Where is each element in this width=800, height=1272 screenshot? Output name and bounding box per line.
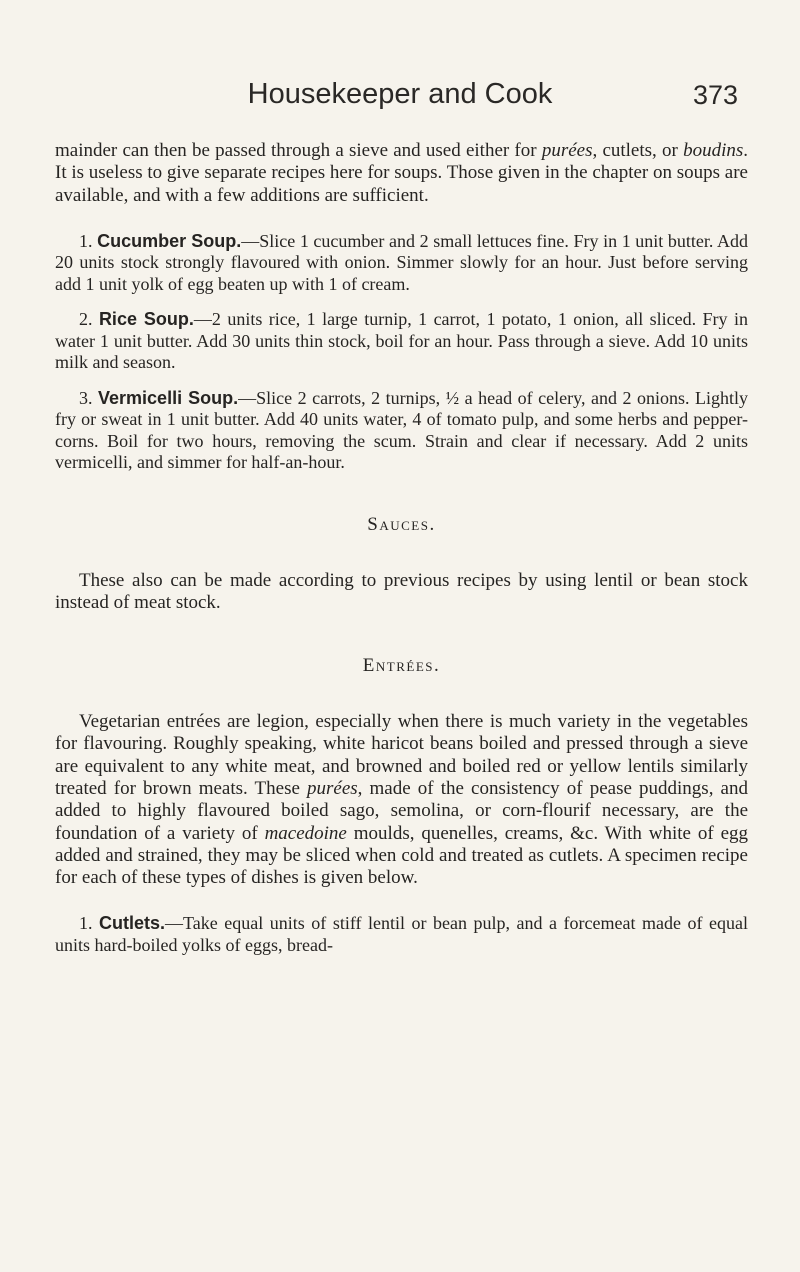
page-number: 373 [692, 80, 738, 110]
recipe-title: Cucumber Soup. [97, 230, 242, 251]
intro-text-3: . It is useless to give separate recipes here for soups. Those given in the chapter on soups are available, and with a few additions are sufficient. [55, 140, 748, 206]
entrees-text-1: Vegetarian entrées are legion, especially when there is much variety in the vegetables for flavouring. Roughly speaking, white haricot beans boiled and pressed through a sieve are equivalent to any white meat, and browned and boiled red or yellow lentils similarly treated for brown meats. These [55, 711, 748, 799]
intro-italic-boudins: boudins [683, 140, 744, 161]
recipe-number: 2. [79, 309, 93, 330]
recipe-number: 1. [79, 913, 93, 934]
entrees-text-2: , made of the consistency of pease puddings, and added to highly flavoured boiled sago, semolina, or corn-flourif necessary, are the foundation of a variety of [55, 777, 748, 844]
body-text [55, 140, 748, 956]
recipe-cucumber-soup [55, 231, 748, 296]
entrees-text-3: moulds, quenelles, creams, &c. With white of egg added and strained, they may be sliced when cold and treated as cutlets. A specimen recipe for each of these types of dishes is given below. [55, 822, 748, 889]
page-header [0, 78, 800, 118]
intro-italic-purees: purées [541, 140, 593, 161]
recipe-title: Rice Soup. [98, 309, 194, 330]
recipe-cutlets [55, 913, 748, 956]
recipe-number: 1. [79, 230, 93, 251]
intro-text-2: , cutlets, or [592, 140, 684, 161]
running-title: Housekeeper and Cook [247, 78, 553, 110]
sauces-heading: Sauces. [367, 513, 436, 535]
entrees-paragraph [55, 711, 748, 889]
recipe-title: Cutlets. [99, 913, 166, 934]
intro-paragraph [55, 140, 748, 207]
recipe-text: —Slice 2 carrots, 2 turnips, ½ a head of celery, and 2 onions. Lightly fry or sweat in 1 unit butter. Add 40 units water, 4 of tomato pulp, and some herbs and pepper-corns. Boil for two hours, removing the scum. Strain and clear if necessary. Add 2 units vermicelli, and simmer for half-an-hour. [55, 387, 748, 473]
recipe-text: —2 units rice, 1 large turnip, 1 carrot, 1 potato, 1 onion, all sliced. Fry in water 1 unit butter. Add 30 units thin stock, boil for an hour. Pass through a sieve. Add 10 units milk and season. [55, 309, 748, 373]
sauces-paragraph: These also can be made according to previous recipes by using lentil or bean stock instead of meat stock. [55, 570, 748, 614]
recipe-rice-soup [55, 309, 748, 374]
recipe-number: 3. [79, 387, 93, 408]
entrees-italic-macedoine: macedoine [264, 822, 347, 844]
entrees-italic-purees: purées [307, 777, 358, 799]
recipe-text: —Slice 1 cucumber and 2 small lettuces fine. Fry in 1 unit butter. Add 20 units stock strongly flavoured with onion. Simmer slowly for an hour. Just before serving add 1 unit yolk of egg beaten up with 1 of cream. [55, 230, 749, 294]
recipe-text: —Take equal units of stiff lentil or bean pulp, and a forcemeat made of equal units hard-boiled yolks of eggs, bread- [55, 913, 749, 955]
recipe-title: Vermicelli Soup. [98, 387, 239, 408]
intro-text-1: mainder can then be passed through a sieve and used either for [55, 140, 542, 161]
recipe-vermicelli-soup [55, 388, 748, 474]
entrees-heading: Entrées. [362, 654, 441, 676]
